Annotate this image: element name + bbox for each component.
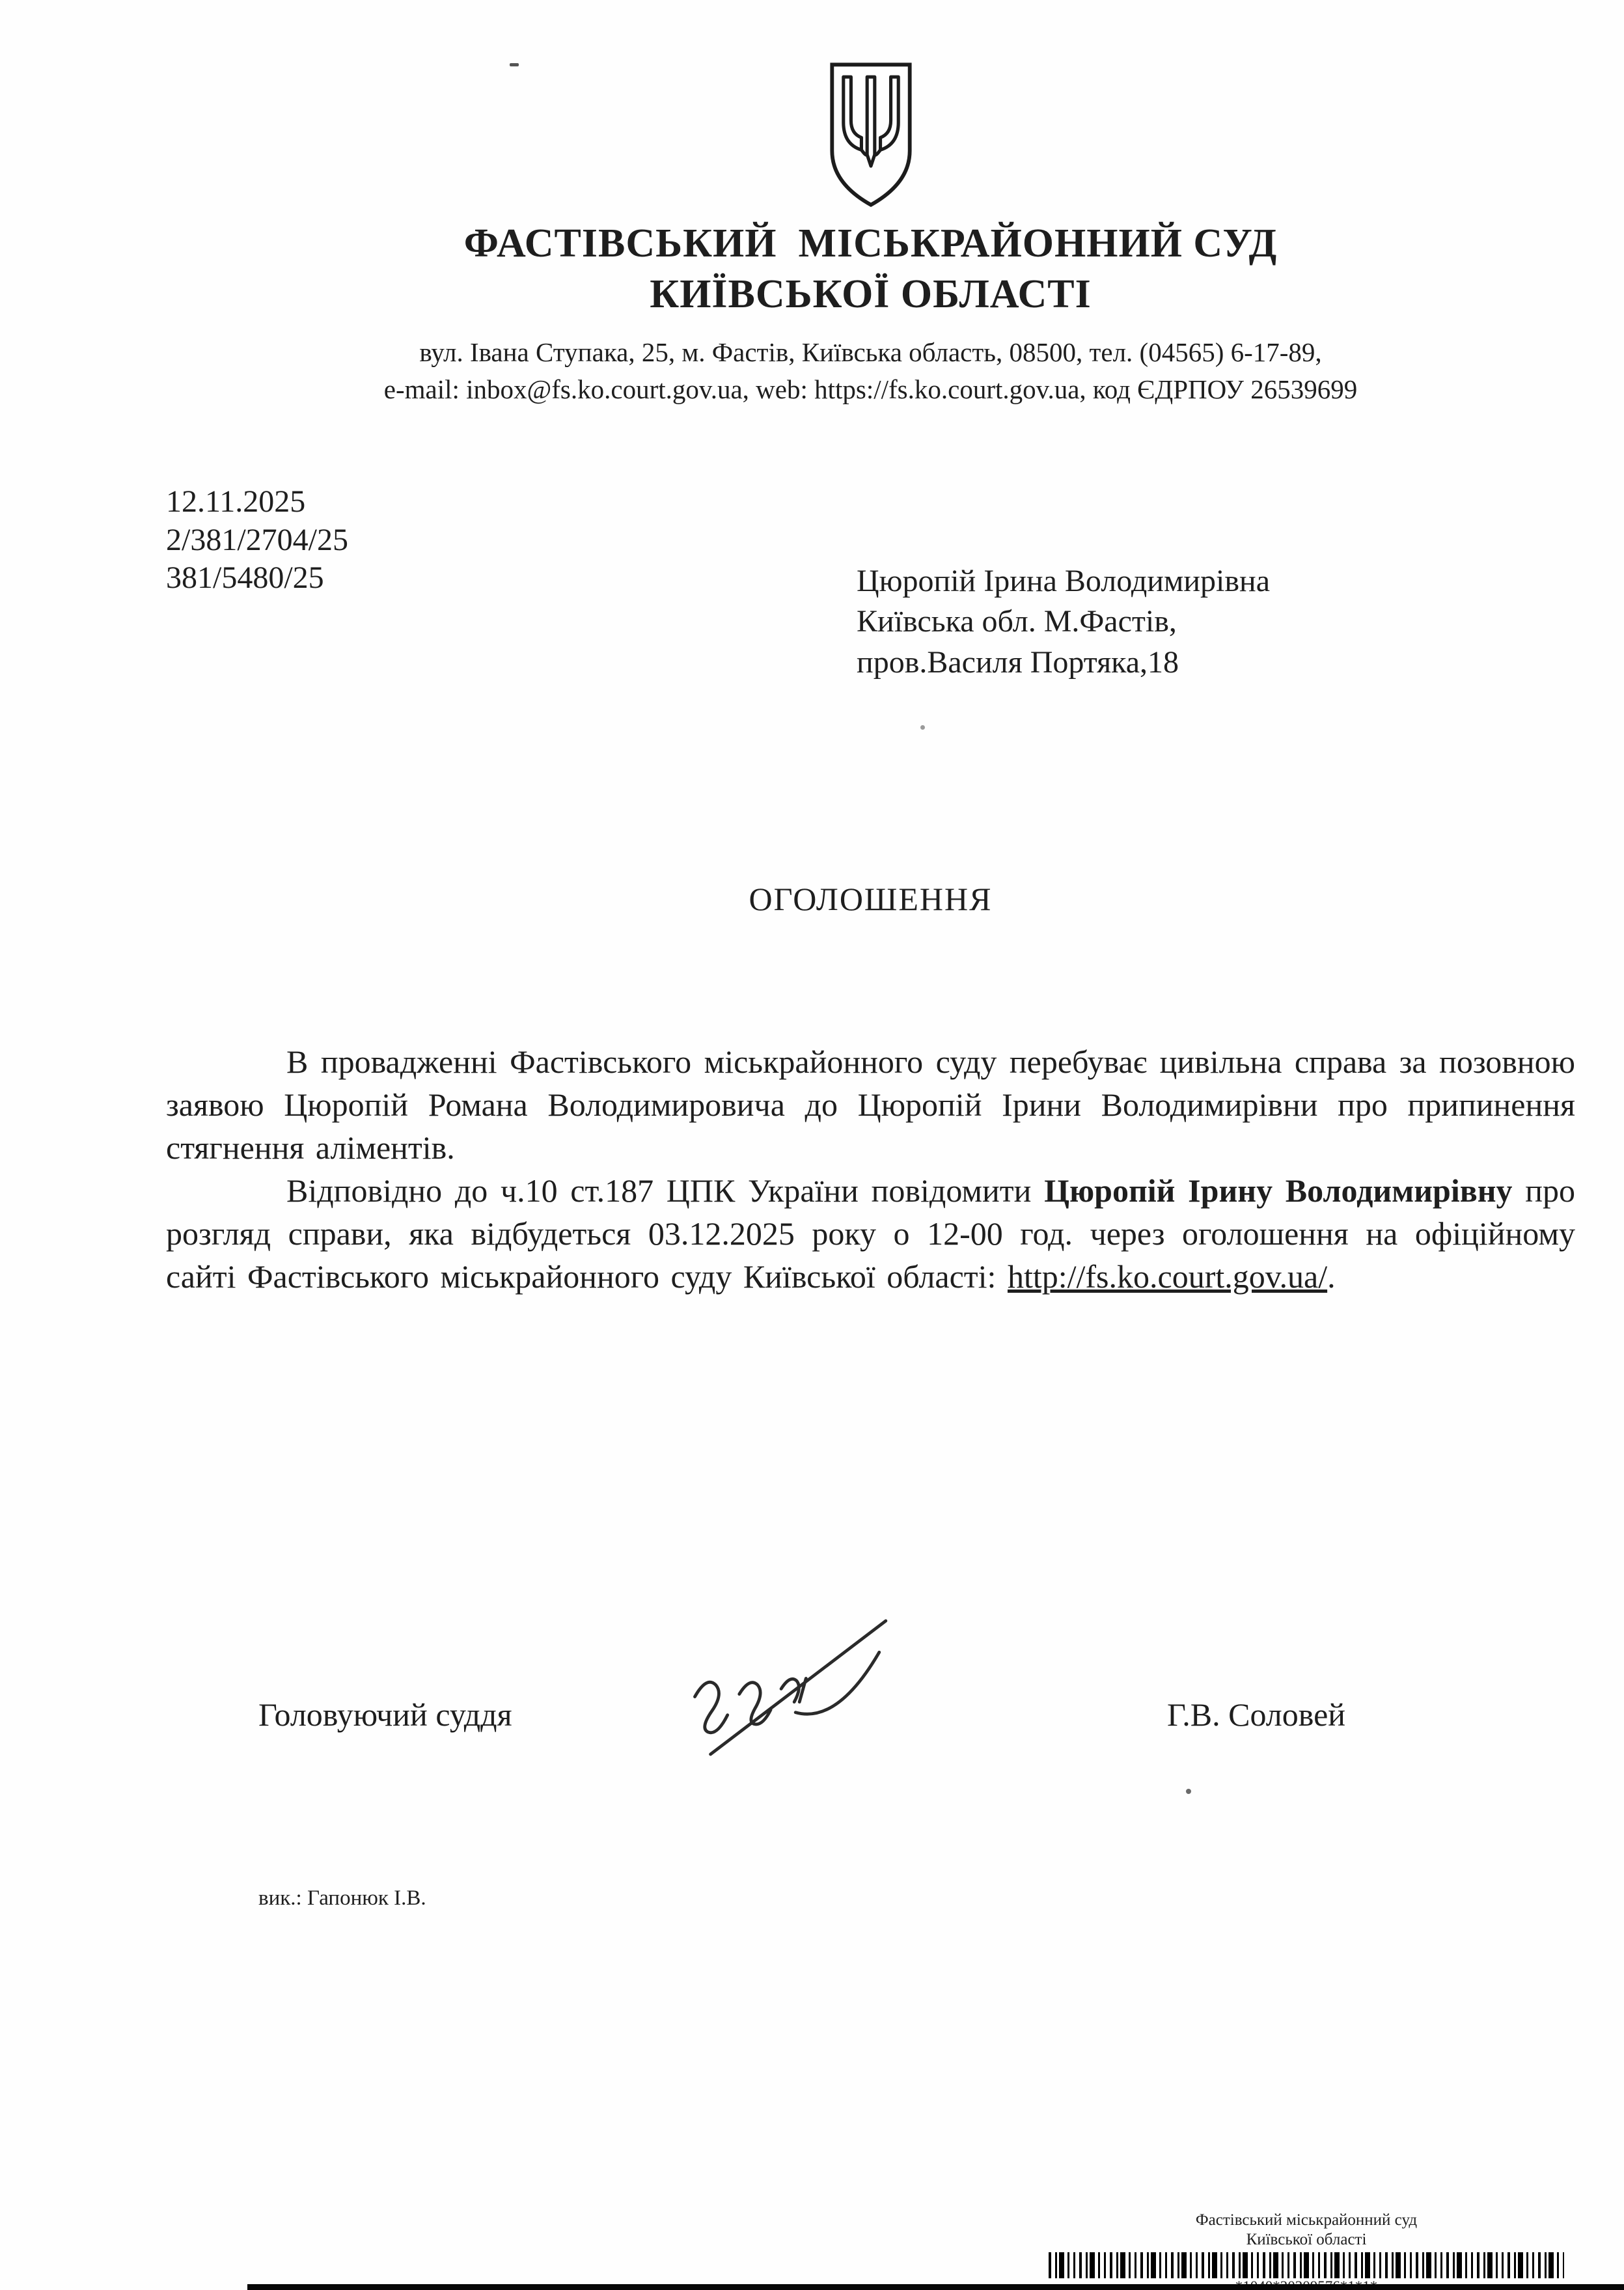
scan-artifact: [920, 725, 925, 730]
signature-block: [258, 1696, 1559, 1852]
recipient-address-line-2: пров.Василя Портяка,18: [857, 644, 1179, 680]
judge-role-label: Головуючий суддя: [258, 1696, 512, 1733]
court-name-line-2: КИЇВСЬКОЇ ОБЛАСТІ: [650, 271, 1092, 316]
body-paragraph-2: [166, 1169, 1575, 1298]
recipient-name: Цюропій Ірина Володимирівна: [857, 564, 1271, 598]
court-name-line-1: ФАСТІВСЬКИЙ МІСЬКРАЙОННИЙ СУД: [463, 221, 1278, 266]
ukraine-trident-emblem-icon: [823, 60, 918, 210]
reference-block: [166, 483, 348, 598]
court-address-line-1: вул. Івана Ступака, 25, м. Фастів, Київська область, 08500, тел. (04565) 6-17-89,: [419, 337, 1322, 367]
judge-name: Г.В. Соловей: [1167, 1696, 1346, 1733]
stamp-court-name: Фастівський міськрайонний суд: [1195, 2211, 1418, 2229]
judge-handwritten-signature: [624, 1614, 912, 1761]
notified-person-name: Цюропій Ірину Володимирівну: [1044, 1172, 1513, 1209]
scan-artifact: [1186, 1789, 1191, 1794]
stamp-court-region: Київської області: [1246, 2230, 1367, 2248]
paragraph-2-tail: .: [1327, 1258, 1336, 1295]
letterhead: [143, 60, 1598, 407]
document-date: 12.11.2025: [166, 484, 306, 519]
registration-stamp: [1039, 2211, 1573, 2290]
recipient-block: [857, 561, 1270, 683]
paragraph-2-middle: про розгляд справи, яка відбудеться 03.12.2025 року о 12-00 год. через оголошення на офіційному сайті Фастівського міськрайонного суду Київської області:: [166, 1172, 1575, 1295]
scan-artifact: [510, 63, 519, 66]
document-title: ОГОЛОШЕННЯ: [749, 881, 993, 917]
court-address-line-2: e-mail: inbox@fs.ko.court.gov.ua, web: https://fs.ko.court.gov.ua, код ЄДРПОУ 26539699: [383, 374, 1358, 404]
paragraph-2-lead: Відповідно до ч.10 ст.187 ЦПК України повідомити: [286, 1172, 1045, 1209]
registry-number: 381/5480/25: [166, 560, 324, 596]
case-number: 2/381/2704/25: [166, 522, 349, 557]
recipient-address-line-1: Київська обл. М.Фастів,: [857, 604, 1177, 639]
court-website-link[interactable]: http://fs.ko.court.gov.ua/: [1007, 1258, 1328, 1295]
scanner-edge-artifact: [247, 2284, 1624, 2290]
barcode: [1049, 2252, 1564, 2278]
body-paragraph-1: В провадженні Фастівського міськрайонного суду перебуває цивільна справа за позовною заявою Цюропій Романа Володимировича до Цюропій Ірини Володимирівни про припинення стягнення аліментів.: [166, 1043, 1575, 1166]
executor-line: вик.: Гапонюк І.В.: [258, 1886, 426, 1910]
document-body: [166, 1040, 1575, 1298]
